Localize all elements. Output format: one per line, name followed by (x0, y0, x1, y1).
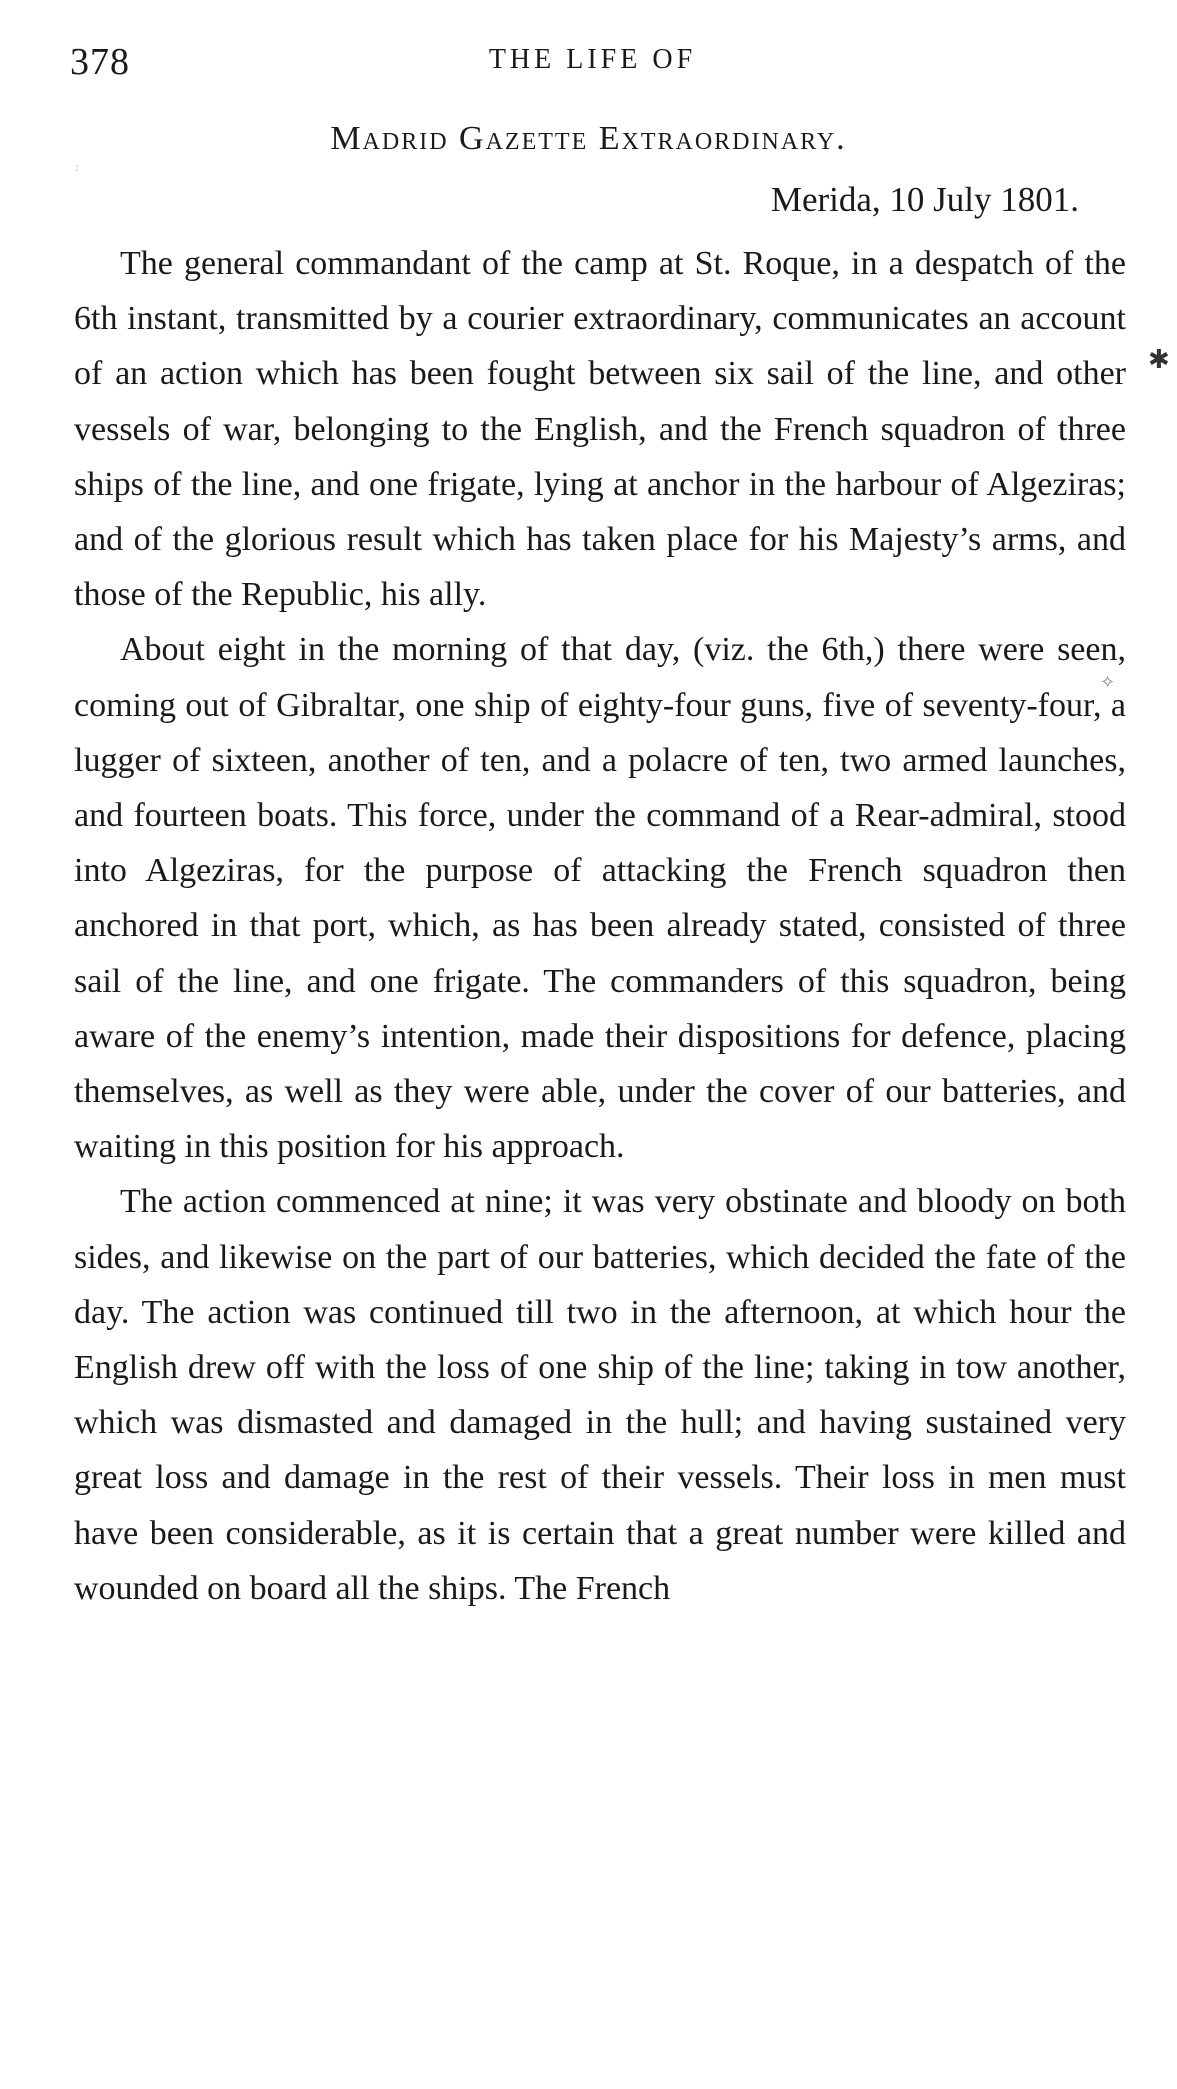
paragraph: The action commenced at nine; it was very obstinate and bloody on both sides, and likewise on the part of our batteries, which decided the fate of the day. The action was continued till two in the afternoon, at which hour the English drew off with the loss of one ship of the line; taking in tow another, which was dismasted and damaged in the hull; and having sustained very great loss and damage in the rest of their vessels. Their loss in men must have been considerable, as it is certain that a great number were killed and wounded on board all the ships. The French (74, 1183, 1126, 1607)
dateline: Merida, 10 July 1801. (770, 180, 1079, 219)
body-text (74, 236, 1126, 1616)
ink-speck-mark: ✧ (1100, 672, 1116, 692)
paper-speck-mark: : (75, 160, 79, 174)
page-header (70, 40, 1115, 90)
ink-blot-mark: ✱ (1148, 345, 1170, 374)
paragraph: About eight in the morning of that day, (viz. the 6th,) there were seen, coming out of Gibraltar, one ship of eighty-four guns, five of seventy-four, a lugger of sixteen, another of ten, and a polacre of ten, two armed launches, and fourteen boats. This force, under the command of a Rear-admiral, stood into Algeziras, for the purpose of attacking the French squadron then anchored in that port, which, as has been already stated, consisted of three sail of the line, and one frigate. The commanders of this squadron, being aware of the enemy’s intention, made their dispositions for defence, placing themselves, as well as they were able, under the cover of our batteries, and waiting in this position for his approach. (74, 631, 1126, 1166)
running-head: THE LIFE OF (488, 44, 697, 75)
document-title: Madrid Gazette Extraordinary. (330, 120, 847, 157)
paragraph: The general commandant of the camp at St. Roque, in a despatch of the 6th instant, transmitted by a courier extraordinary, communicates an account of an action which has been fought between six sail of the line, and other vessels of war, belonging to the English, and the French squadron of three ships of the line, and one frigate, lying at anchor in the harbour of Algeziras; and of the glorious result which has taken place for his Majesty’s arms, and those of the Republic, his ally. (74, 245, 1126, 614)
page-number: 378 (70, 41, 130, 83)
